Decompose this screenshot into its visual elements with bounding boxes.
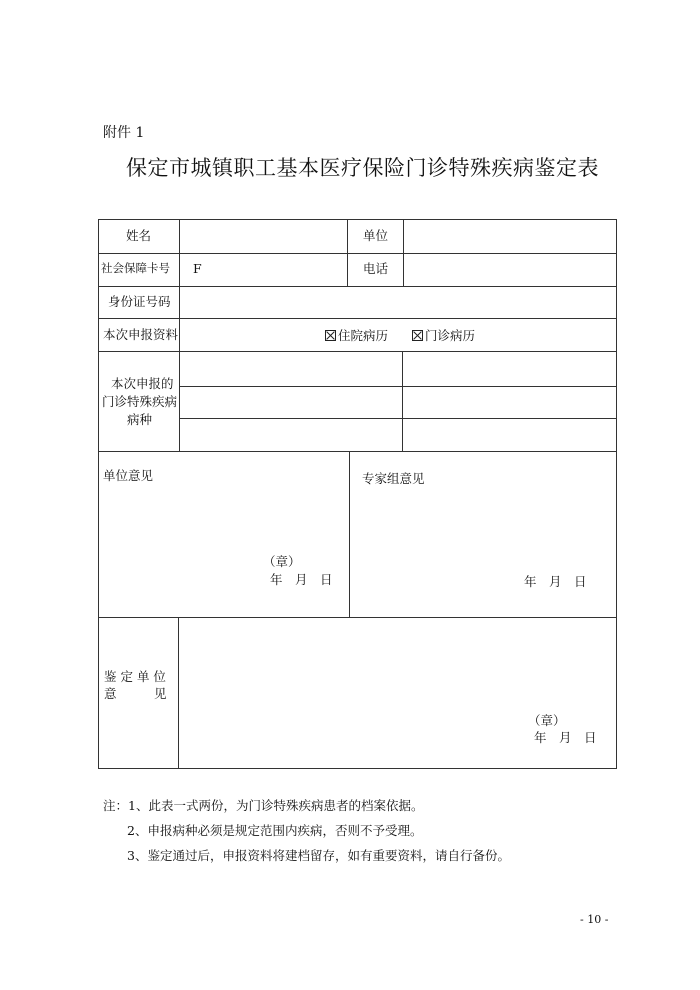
column-divider [178,617,179,768]
id-number-label: 身份证号码 [108,294,171,309]
row-divider [98,617,617,618]
disease-label-line-3: 病种 [127,412,153,427]
page-number: - 10 - [580,913,609,926]
unit-field[interactable] [405,221,614,251]
unit-seal-label: （章） [263,554,301,569]
note-3: 3、鉴定通过后，申报资料将建档留存，如有重要资料，请自行备份。 [127,848,510,863]
note-2: 2、申报病种必须是规定范围内疾病，否则不予受理。 [127,823,423,838]
document-title: 保定市城镇职工基本医疗保险门诊特殊疾病鉴定表 [126,156,599,180]
name-field[interactable] [181,221,345,251]
row-divider [98,451,617,452]
disease-field-4[interactable] [404,388,614,416]
phone-field[interactable] [405,255,614,284]
row-divider [98,286,617,287]
row-divider [179,418,617,419]
row-divider [98,351,617,352]
id-number-field[interactable] [181,288,614,316]
checked-box-icon [412,330,423,341]
row-divider [179,386,617,387]
column-divider [347,219,348,286]
column-divider [402,351,403,451]
note-1: 注：1、此表一式两份，为门诊特殊疾病患者的档案依据。 [103,798,424,813]
outpatient-record-option[interactable] [412,330,475,343]
unit-opinion-date: 年 月 日 [270,572,333,587]
phone-label: 电话 [363,261,389,276]
appraisal-date: 年 月 日 [534,730,597,745]
disease-field-2[interactable] [404,353,614,384]
social-security-card-label: 社会保障卡号 [101,261,170,275]
table-border-right [616,219,617,768]
attachment-label: 附件 1 [103,125,145,141]
table-border-bottom [98,768,617,769]
column-divider [403,219,404,286]
disease-field-6[interactable] [404,420,614,449]
expert-opinion-label: 专家组意见 [362,471,425,486]
materials-label: 本次申报资料 [103,327,179,342]
outpatient-record-label: 门诊病历 [425,328,476,343]
disease-field-3[interactable] [181,388,400,416]
inpatient-record-label: 住院病历 [338,328,389,343]
disease-label-line-2: 门诊特殊疾病 [102,394,178,409]
disease-label-line-1: 本次申报的 [111,376,174,391]
expert-opinion-date: 年 月 日 [524,574,587,589]
checked-box-icon [325,330,336,341]
row-divider [98,318,617,319]
appraisal-seal-label: （章） [528,713,566,728]
unit-label: 单位 [363,228,389,243]
row-divider [98,253,617,254]
appraisal-label-line-2: 意 见 [104,686,167,701]
table-border-top [98,219,617,220]
column-divider [349,451,350,617]
social-security-card-field[interactable]: F [193,261,202,276]
table-border-left [98,219,99,768]
disease-field-1[interactable] [181,353,400,384]
column-divider [179,219,180,451]
name-label: 姓名 [126,228,152,243]
unit-opinion-label: 单位意见 [103,468,154,483]
inpatient-record-option[interactable] [325,330,388,343]
appraisal-label-line-1: 鉴 定 单 位 [104,669,166,684]
disease-field-5[interactable] [181,420,400,449]
